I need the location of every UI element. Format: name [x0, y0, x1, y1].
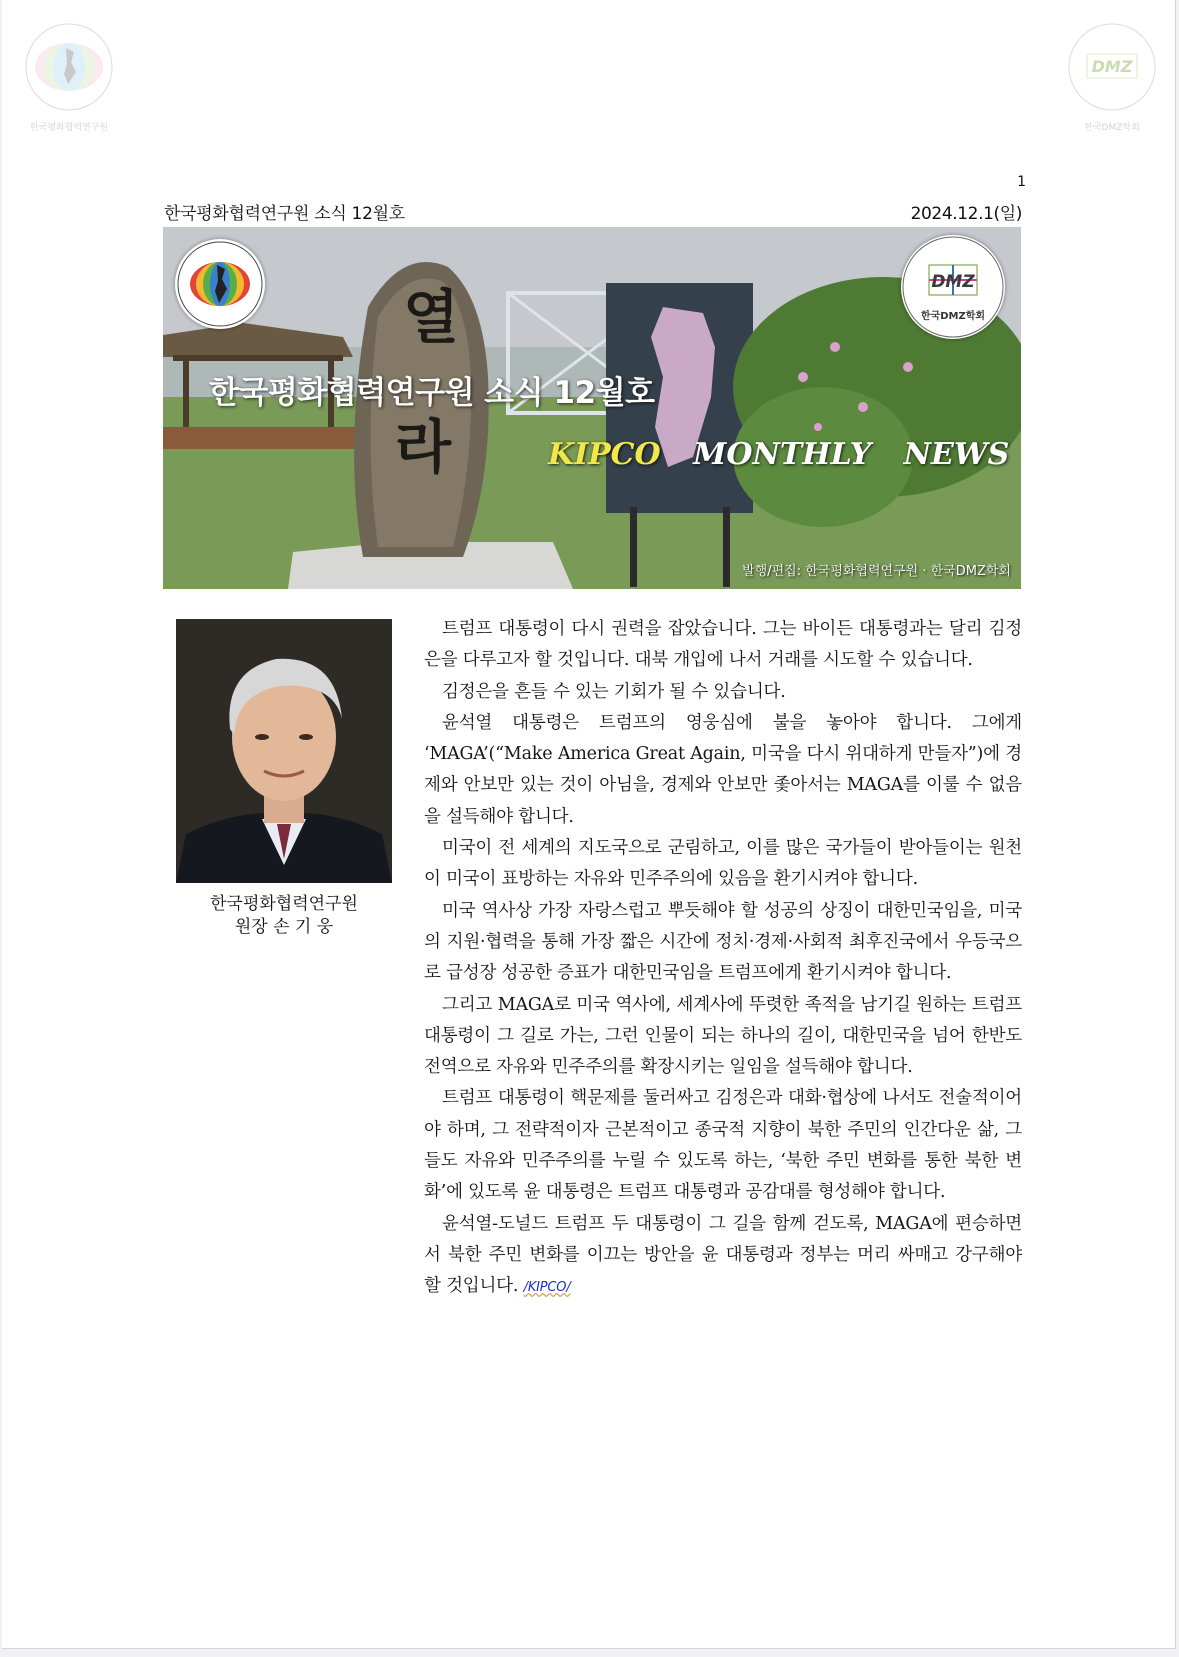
article-paragraph-5: 미국 역사상 가장 자랑스럽고 뿌듯해야 할 성공의 상징이 대한민국임을, 미국의 지원·협력을 통해 가장 짧은 시간에 정치·경제·사회적 최후진국에서 우등국으로 급성장 성공한 증표가 대한민국임을 트럼프에게 환기시켜야 합니다.	[424, 900, 1022, 984]
newsletter-header-title: 한국평화협력연구원 소식 12월호	[164, 204, 405, 224]
article-paragraph-1: 트럼프 대통령이 다시 권력을 잡았습니다. 그는 바이든 대통령과는 달리 김정은을 다루고자 할 것입니다. 대북 개입에 나서 거래를 시도할 수 있습니다.	[424, 619, 1022, 671]
watermark-kipco-logo	[24, 22, 114, 133]
document-page	[2, 0, 1176, 1649]
article-paragraph-8	[424, 1209, 1022, 1304]
banner-title: 한국평화협력연구원 소식 12월호	[209, 375, 655, 411]
author-organization: 한국평화협력연구원	[210, 894, 358, 914]
dmz-watermark-text: DMZ	[1091, 57, 1133, 76]
stone-carving-text-1: 열	[403, 283, 460, 351]
article-paragraph-6: 그리고 MAGA로 미국 역사에, 세계사에 뚜렷한 족적을 남기길 원하는 트럼프 대통령이 그 길로 가는, 그런 인물이 되는 하나의 길이, 대한민국을 넘어 한반도 전역으로 자유와 민주주의를 확장시키는 일임을 설득해야 합니다.	[424, 994, 1022, 1078]
dmz-society-logo-icon	[901, 235, 1005, 339]
author-portrait-photo	[176, 619, 392, 883]
banner-monthly-news	[548, 437, 1008, 472]
article-paragraph-3: 윤석열 대통령은 트럼프의 영웅심에 불을 놓아야 합니다. 그에게 ‘MAGA’(“Make America Great Again, 미국을 다시 위대하게 만들자”)에 경제와 안보만 있는 것이 아님을, 경제와 안보만 좇아서는 MAGA를 이룰 수 없음을 설득해야 합니다.	[424, 712, 1022, 827]
dmz-society-badge	[901, 235, 1005, 339]
banner-kipco-word: KIPCO	[548, 437, 661, 472]
newsletter-banner	[163, 227, 1021, 589]
kipco-rainbow-globe-icon	[175, 239, 265, 329]
author-name: 원장 손 기 웅	[234, 917, 334, 937]
watermark-left-caption: 한국평화협력연구원	[29, 123, 109, 133]
dmz-logo-icon	[1067, 22, 1157, 112]
kipco-badge	[175, 239, 265, 329]
author-portrait	[176, 619, 392, 883]
article-signature: /KIPCO/	[523, 1280, 571, 1296]
stone-carving-text-2: 라	[395, 413, 452, 481]
article-paragraph-8-text: 윤석열-도널드 트럼프 두 대통령이 그 길을 함께 걷도록, MAGA에 편승하면서 북한 주민 변화를 이끄는 방안을 윤 대통령과 정부는 머리 싸매고 강구해야 할 것입니다.	[424, 1213, 1022, 1297]
page-number: 1	[1017, 174, 1026, 190]
article-body	[424, 614, 1022, 1304]
article-paragraph-4: 미국이 전 세계의 지도국으로 군림하고, 이를 많은 국가들이 받아들이는 원천이 미국이 표방하는 자유와 민주주의에 있음을 환기시켜야 합니다.	[424, 838, 1022, 890]
dmz-badge-caption: 한국DMZ학회	[920, 311, 986, 322]
newsletter-date: 2024.12.1(일)	[910, 204, 1022, 224]
watermark-right-caption: 한국DMZ학회	[1084, 123, 1140, 133]
kipco-logo-icon	[24, 22, 114, 112]
author-caption	[176, 893, 392, 939]
watermark-dmz-logo	[1067, 22, 1157, 133]
banner-monthly-news-text: MONTHLY NEWS	[693, 437, 1010, 472]
dmz-badge-text: DMZ	[931, 272, 975, 292]
article-paragraph-2: 김정은을 흔들 수 있는 기회가 될 수 있습니다.	[442, 681, 786, 702]
banner-publisher-credit: 발행/편집: 한국평화협력연구원 · 한국DMZ학회	[742, 564, 1011, 579]
article-paragraph-7: 트럼프 대통령이 핵문제를 둘러싸고 김정은과 대화·협상에 나서도 전술적이어야 하며, 그 전략적이자 근본적이고 종국적 지향이 북한 주민의 인간다운 삶, 그들도 자유와 민주주의를 누릴 수 있도록 하는, ‘북한 주민 변화를 통한 북한 변화’에 있도록 윤 대통령은 트럼프 대통령과 공감대를 형성해야 합니다.	[424, 1088, 1022, 1203]
